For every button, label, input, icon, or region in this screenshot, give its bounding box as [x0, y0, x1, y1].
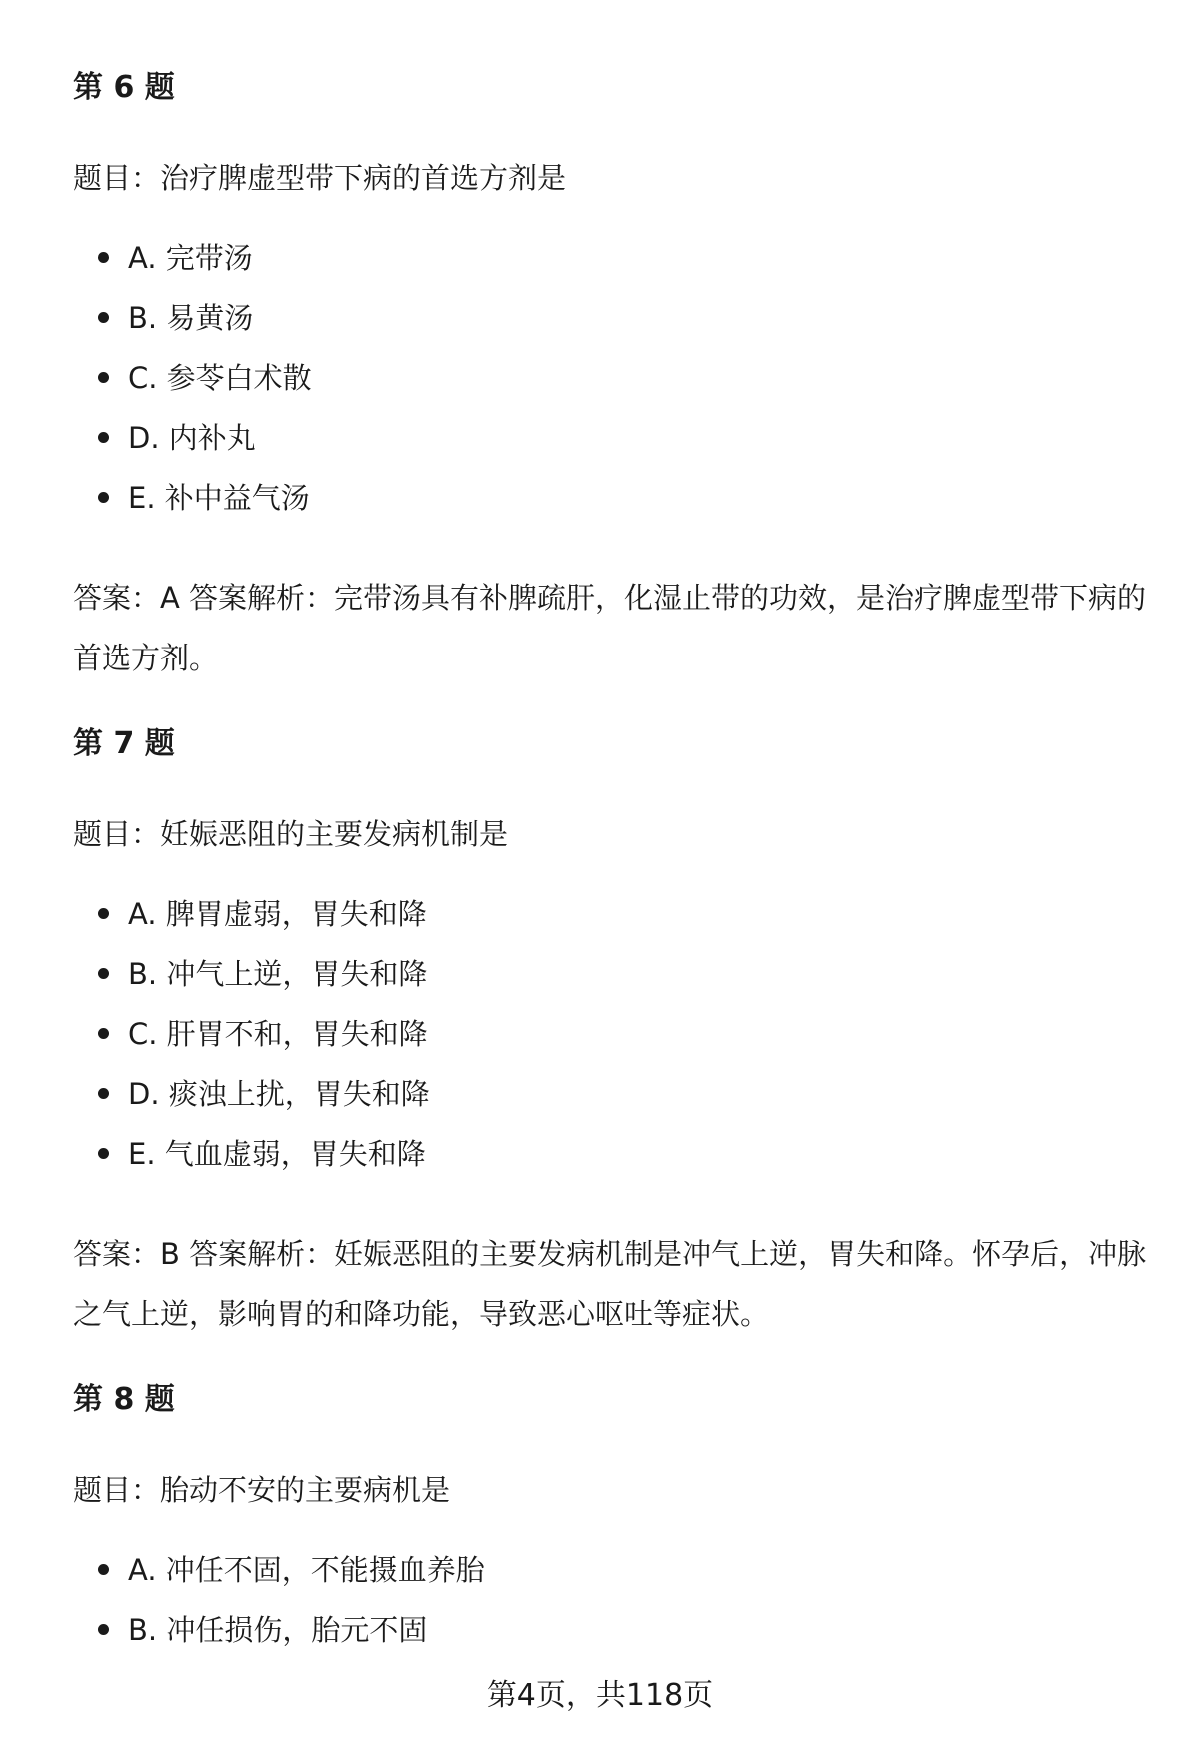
option-text: D. 内补丸: [128, 421, 256, 455]
bullet-icon: [98, 1148, 109, 1159]
question-stem: 题目：治疗脾虚型带下病的首选方剂是: [73, 161, 567, 195]
option-text: E. 气血虚弱，胃失和降: [128, 1137, 426, 1171]
option-item: [0, 894, 430, 954]
option-item: [0, 478, 312, 538]
question-heading: 第 6 题: [73, 70, 175, 105]
bullet-icon: [98, 968, 109, 979]
answer-explanation: 答案：A 答案解析：完带汤具有补脾疏肝，化湿止带的功效，是治疗脾虚型带下病的首选方剂。: [73, 581, 1147, 675]
option-list: [0, 1550, 485, 1670]
option-text: B. 冲气上逆，胃失和降: [128, 957, 428, 991]
page-number: 第4页，共118页: [486, 1678, 714, 1713]
bullet-icon: [98, 432, 109, 443]
option-item: [0, 1134, 430, 1194]
bullet-icon: [98, 1028, 109, 1039]
option-text: B. 易黄汤: [128, 301, 254, 335]
bullet-icon: [98, 372, 109, 383]
bullet-icon: [98, 1624, 109, 1635]
option-text: A. 脾胃虚弱，胃失和降: [128, 897, 427, 931]
option-list: [0, 238, 312, 538]
bullet-icon: [98, 1564, 109, 1575]
question-heading: 第 7 题: [73, 726, 175, 761]
option-item: [0, 1550, 485, 1610]
option-text: A. 冲任不固，不能摄血养胎: [128, 1553, 485, 1587]
option-item: [0, 1074, 430, 1134]
option-text: A. 完带汤: [128, 241, 253, 275]
question-stem: 题目：妊娠恶阻的主要发病机制是: [73, 817, 509, 851]
option-item: [0, 298, 312, 358]
option-list: [0, 894, 430, 1194]
option-text: C. 参苓白术散: [128, 361, 312, 395]
question-stem: 题目：胎动不安的主要病机是: [73, 1473, 451, 1507]
option-item: [0, 1610, 485, 1670]
option-text: E. 补中益气汤: [128, 481, 310, 515]
bullet-icon: [98, 312, 109, 323]
question-heading: 第 8 题: [73, 1382, 175, 1417]
bullet-icon: [98, 252, 109, 263]
bullet-icon: [98, 908, 109, 919]
option-text: B. 冲任损伤，胎元不固: [128, 1613, 428, 1647]
option-item: [0, 954, 430, 1014]
bullet-icon: [98, 1088, 109, 1099]
option-text: C. 肝胃不和，胃失和降: [128, 1017, 428, 1051]
option-item: [0, 238, 312, 298]
bullet-icon: [98, 492, 109, 503]
option-item: [0, 1014, 430, 1074]
answer-explanation: 答案：B 答案解析：妊娠恶阻的主要发病机制是冲气上逆，胃失和降。怀孕后，冲脉之气上逆，影响胃的和降功能，导致恶心呕吐等症状。: [73, 1237, 1147, 1331]
option-item: [0, 418, 312, 478]
option-text: D. 痰浊上扰，胃失和降: [128, 1077, 430, 1111]
option-item: [0, 358, 312, 418]
